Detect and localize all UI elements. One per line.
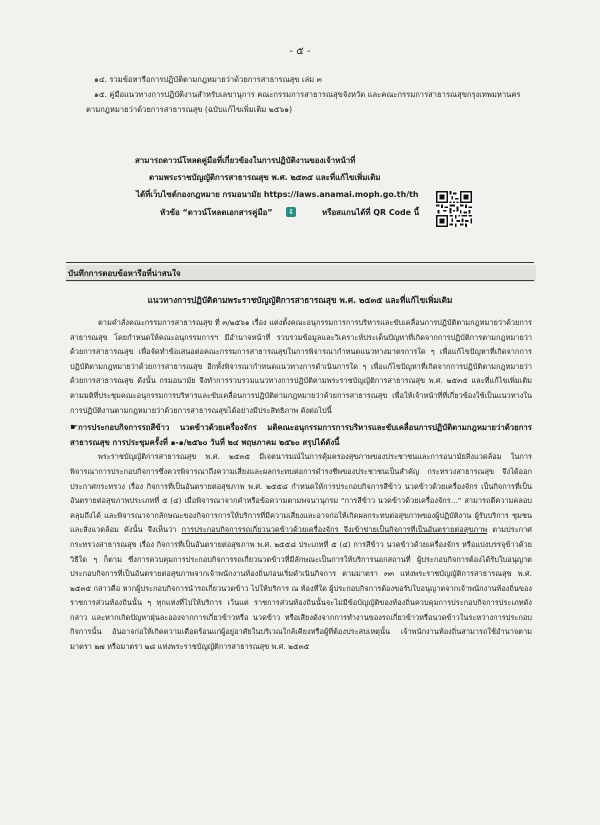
subheading-text: การประกอบกิจการรถสีข้าว นวดข้าวด้วยเครื่องจักร มติคณะอนุกรรมการการบริหารและขับเคลื่อนการปฏิบัติตามกฎหมายว่าด้วยการสาธารณสุข การประชุมครั้งที่ ๑-๑/๒๕๖๐ วันที่ ๒๔ พฤษภาคม ๒๕๖๐ สรุปได้ดังนี้ — [70, 423, 532, 447]
subheading — [70, 421, 532, 450]
body-text — [70, 316, 532, 655]
download-notice — [135, 152, 455, 203]
reference-item: ๑๕. คู่มือแนวทางการปฏิบัติงานสำหรับเลขานุการ คณะกรรมการสาธารณสุขจังหวัด และคณะกรรมการสาธารณสุขกรุงเทพมหานครตามกฎหมายว่าด้วยการสาธารณสุข (ฉบับแก้ไขเพิ่มเติม ๒๕๖๑) — [86, 90, 521, 114]
paragraph — [70, 450, 532, 654]
qr-label: หรือสแกนได้ที่ QR Code นี้ — [322, 208, 420, 217]
qr-code[interactable] — [436, 191, 472, 227]
download-line: ตามพระราชบัญญัติการสาธารณสุข พ.ศ. ๒๕๓๕ และที่แก้ไขเพิ่มเติม — [149, 173, 381, 182]
underlined-text: การประกอบกิจการรถเกี่ยวนวดข้าวด้วยเครื่องจักร จึงเข้าข่ายเป็นกิจการที่เป็นอันตรายต่อสุขภาพ — [181, 525, 488, 535]
page-number: - ๕ - — [289, 46, 311, 57]
download-url-line[interactable]: ได้ที่เว็บไซต์กองกฎหมาย กรมอนามัย https://laws.anamai.moph.go.th/th — [136, 190, 419, 199]
paragraph: ตามคำสั่งคณะกรรมการสาธารณสุข ที่ ๓/๒๕๖๑ เรื่อง แต่งตั้งคณะอนุกรรมการการบริหารและขับเคลื่อนการปฏิบัติตามกฎหมายว่าด้วยการสาธารณสุข โดยกำหนดให้คณะอนุกรรมการฯ มีอำนาจหน้าที่ รวบรวมข้อมูลและวิเคราะห์ประเด็นปัญหาที่เกิดจากการปฏิบัติการตามกฎหมายว่าด้วยการสาธารณสุข เพื่อจัดทำข้อเสนอต่อคณะกรรมการสาธารณสุขในการพิจารณากำหนดแนวทางมาตรการใด ๆ เพื่อแก้ไขปัญหาที่เกิดจากการปฏิบัติตามกฎหมายว่าด้วยการสาธารณสุข อีกทั้งพิจารณากำหนดแนวทางการดำเนินการใด ๆ เพื่อแก้ไขปัญหาที่เกิดจากการปฏิบัติตามกฎหมายว่าด้วยการสาธารณสุข ดังนั้น กรมอนามัย จึงทำการรวบรวมแนวทางการปฏิบัติตามพระราชบัญญัติการสาธารณสุข พ.ศ. ๒๕๓๕ และที่แก้ไขเพิ่มเติม ตามมติที่ประชุมคณะอนุกรรมการบริหารและขับเคลื่อนการปฏิบัติตามกฎหมายว่าด้วยการสาธารณสุข เพื่อให้เจ้าหน้าที่ที่เกี่ยวข้องใช้เป็นแนวทางในการปฏิบัติงานตามกฎหมายว่าด้วยการสาธารณสุขได้อย่างมีประสิทธิภาพ ดังต่อไปนี้ — [70, 318, 532, 415]
paragraph-text: ตามประกาศกระทรวงสาธารณสุข เรื่อง กิจการที่เป็นอันตรายต่อสุขภาพ พ.ศ. ๒๕๕๘ ประเภทที่ ๕ (๔) การสีข้าว นวดข้าวด้วยเครื่องจักร หรือแบ่งบรรจุข้าวด้วยวิธีใด ๆ ก็ตาม ซึ่งการควบคุมการประกอบกิจการรถเกี่ยวนวดข้าวที่มีลักษณะเป็นการให้บริการนอกสถานที่ ผู้ประกอบกิจการต้องได้รับใบอนุญาตประกอบกิจการที่เป็นอันตรายต่อสุขภาพจากเจ้าพนักงานท้องถิ่นก่อนเริ่มดำเนินกิจการ ตามมาตรา ๓๓ แห่งพระราชบัญญัติการสาธารณสุข พ.ศ. ๒๕๓๕ กล่าวคือ หากผู้ประกอบกิจการนำรถเกี่ยวนวดข้าว ไปให้บริการ ณ ท้องที่ใด ผู้ประกอบกิจการต้องขอรับใบอนุญาตจากเจ้าพนักงานท้องถิ่นของราชการส่วนท้องถิ่นนั้น ๆ ทุกแห่งที่ไปให้บริการ เว้นแต่ ราชการส่วนท้องถิ่นนั้นจะไม่มีข้อบัญญัติของท้องถิ่นควบคุมการประกอบกิจการประเภทดังกล่าว และหากเกิดปัญหาฝุ่นละอองจากการเกี่ยวข้าวหรือ นวดข้าว หรือเสียงดังจากการทำงานของรถเกี่ยวข้าวหรือนวดข้าวในระหว่างการประกอบกิจการนั้น อันอาจก่อให้เกิดความเดือดร้อนแก่ผู้อยู่อาศัยในบริเวณใกล้เคียงหรือผู้ที่ต้องประสบเหตุนั้น เจ้าพนักงานท้องถิ่นสามารถใช้อำนาจตามมาตรา ๒๗ หรือมาตรา ๒๘ แห่งพระราชบัญญัติการสาธารณสุข พ.ศ. ๒๕๓๕ — [70, 525, 532, 652]
pointing-hand-icon: ☛ — [70, 423, 79, 434]
download-line: สามารถดาวน์โหลดคู่มือที่เกี่ยวข้องในการปฏิบัติงานของเจ้าหน้าที่ — [135, 156, 356, 165]
reference-list — [86, 72, 526, 117]
section-title: บันทึกการตอบข้อหารือที่น่าสนใจ — [66, 265, 536, 282]
divider — [66, 280, 534, 281]
paragraph-text: พระราชบัญญัติการสาธารณสุข พ.ศ. ๒๕๓๕ มีเจตนารมณ์ในการคุ้มครองสุขภาพของประชาชนและการอนามัยสิ่งแวดล้อม ในการพิจารณาการประกอบกิจการซึ่งควรพิจารณาถึงความเสี่ยงและผลกระทบต่อการดำรงชีพของประชาชนเป็นสำคัญ กระทรวงสาธารณสุข จึงได้ออกประกาศกระทรวง เรื่อง กิจการที่เป็นอันตรายต่อสุขภาพ พ.ศ. ๒๕๕๘ กำหนดให้การประกอบกิจการสีข้าว นวดข้าวด้วยเครื่องจักร เป็นกิจการที่เป็นอันตรายต่อสุขภาพประเภทที่ ๕ (๔) เมื่อพิจารณาจากคำหรือข้อความตามพจนานุกรม “การสีข้าว นวดข้าวด้วยเครื่องจักร...” สามารถตีความคลอบคลุมถึงได้ และพิจารณาจากลักษณะของกิจการการให้บริการที่มีความเสี่ยงและอาจก่อให้เกิดผลกระทบต่อสุขภาพของผู้ปฏิบัติงาน ผู้รับบริการ ชุมชน และสิ่งแวดล้อม ดังนั้น จึงเห็นว่า — [70, 452, 532, 535]
download-topic-label: หัวข้อ “ดาวน์โหลดเอกสารคู่มือ” — [160, 208, 273, 217]
divider — [66, 262, 534, 263]
memo-title: แนวทางการปฏิบัติตามพระราชบัญญัติการสาธารณสุข พ.ศ. ๒๕๓๕ และที่แก้ไขเพิ่มเติม — [147, 295, 453, 305]
reference-item: ๑๔. รวมข้อหารือการปฏิบัติตามกฎหมายว่าด้วยการสาธารณสุข เล่ม ๓ — [94, 75, 322, 84]
download-icon[interactable]: ⇩ — [286, 207, 296, 217]
